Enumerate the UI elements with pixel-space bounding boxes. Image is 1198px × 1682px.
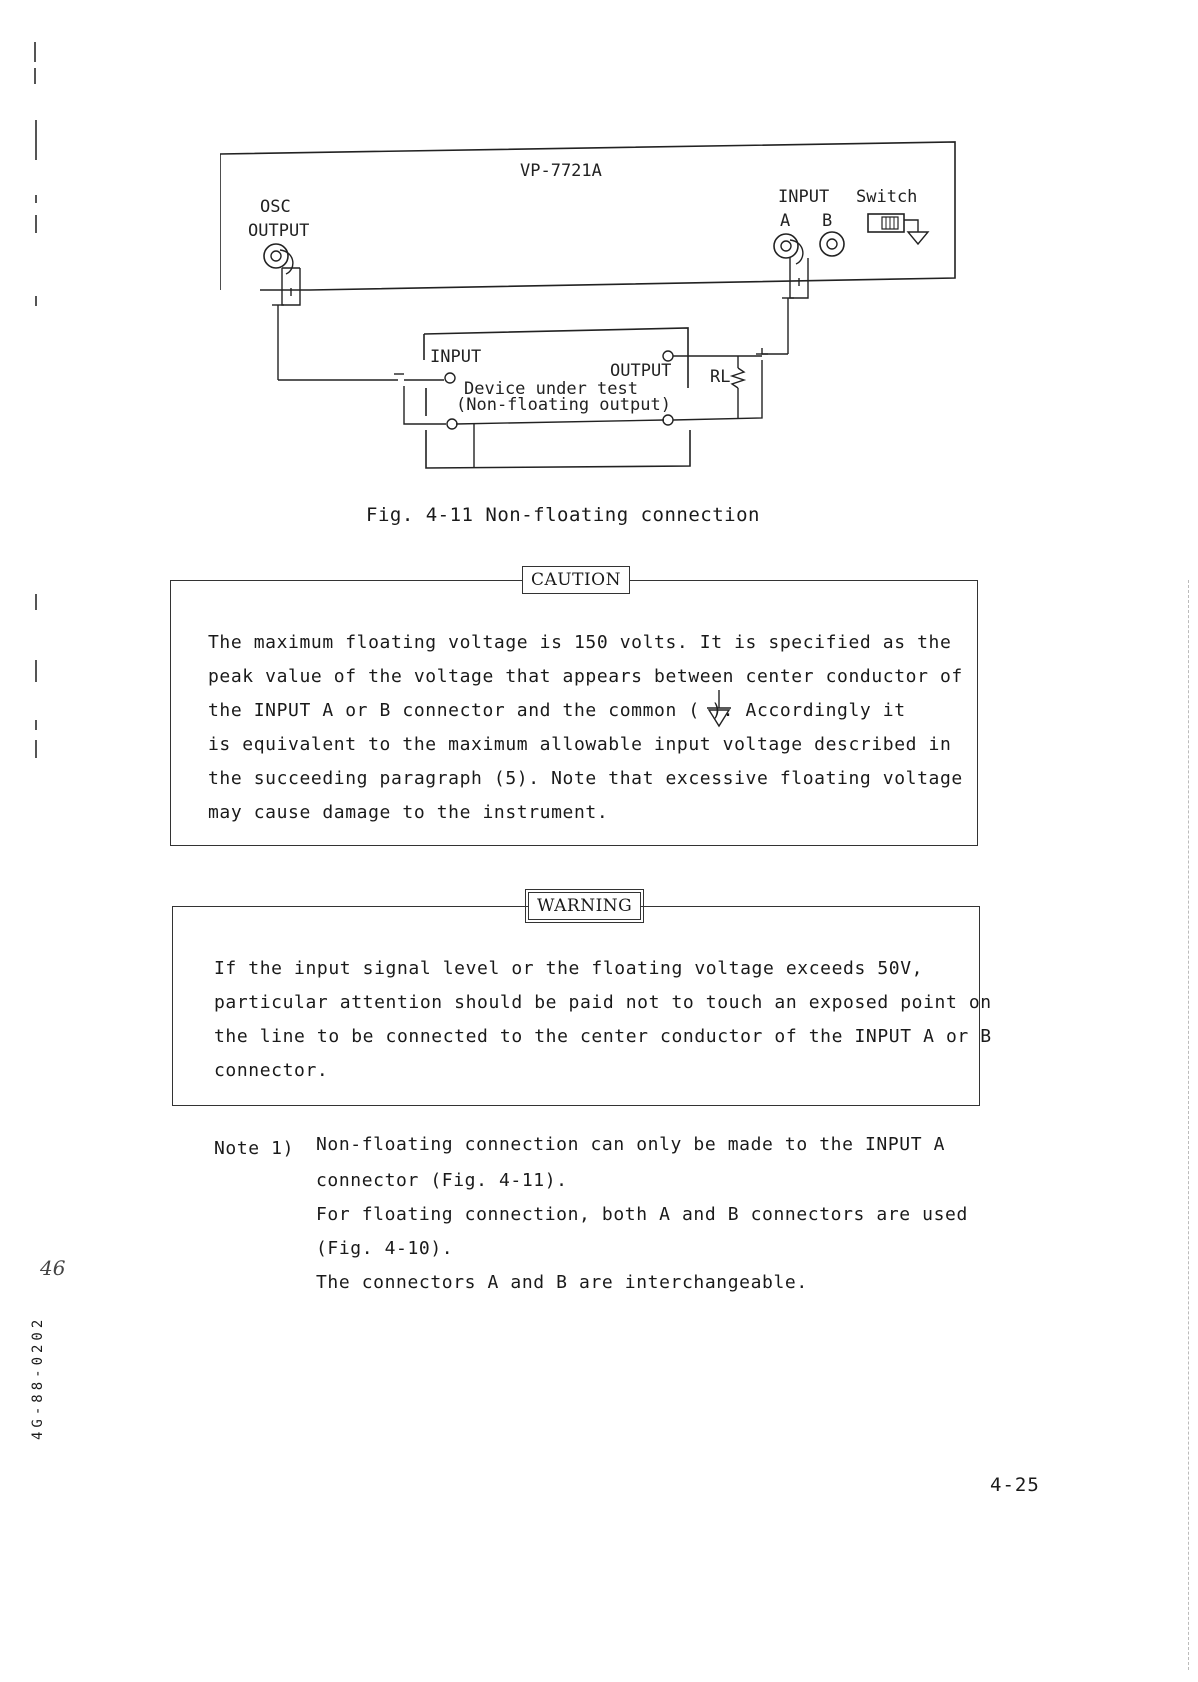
caution-line: peak value of the voltage that appears between center conductor of	[208, 666, 963, 687]
margin-mark	[35, 660, 37, 682]
margin-mark	[35, 594, 37, 610]
input-b-connector-icon	[820, 232, 844, 256]
caution-line: the succeeding paragraph (5). Note that excessive floating voltage	[208, 768, 963, 789]
dut-name: Device under test	[464, 379, 638, 399]
page-edge	[1188, 580, 1190, 1670]
margin-mark	[35, 215, 37, 233]
margin-mark	[35, 720, 37, 730]
page-number: 4-25	[990, 1474, 1040, 1496]
margin-mark	[35, 195, 37, 203]
load-label: RL	[710, 367, 731, 387]
dut-subtitle: (Non-floating output)	[456, 395, 671, 415]
ground-symbol-icon	[704, 688, 734, 730]
warning-tag: WARNING	[528, 892, 641, 920]
note-line: connector (Fig. 4-11).	[316, 1170, 568, 1191]
margin-mark	[35, 296, 37, 306]
margin-mark	[34, 68, 36, 84]
note-line: (Fig. 4-10).	[316, 1238, 454, 1259]
connection-diagram	[220, 140, 990, 480]
note-line: Non-floating connection can only be made to the INPUT A	[316, 1134, 946, 1155]
note-line: The connectors A and B are interchangeable.	[316, 1272, 808, 1293]
margin-mark	[34, 42, 36, 62]
osc-output-connector-icon	[264, 244, 300, 380]
margin-mark	[35, 120, 37, 160]
handwritten-mark: 46	[40, 1256, 66, 1280]
osc-label: OSC	[260, 197, 291, 217]
note-label: Note 1)	[214, 1138, 295, 1159]
dut-input-label: INPUT	[430, 347, 482, 367]
margin-mark	[35, 740, 37, 758]
figure-caption: Fig. 4-11 Non-floating connection	[366, 504, 760, 526]
input-label: INPUT	[778, 187, 830, 207]
warning-line: the line to be connected to the center conductor of the INPUT A or B	[214, 1026, 992, 1047]
instrument-label: VP-7721A	[520, 161, 602, 181]
side-code: 4G-88-0202	[30, 1315, 46, 1440]
warning-line: If the input signal level or the floating voltage exceeds 50V,	[214, 958, 924, 979]
caution-line: the INPUT A or B connector and the common ( ). Accordingly it	[208, 700, 906, 721]
float-switch-icon	[868, 214, 928, 244]
input-b-label: B	[822, 211, 833, 231]
osc-output-label: OUTPUT	[248, 221, 310, 241]
input-a-label: A	[780, 211, 791, 231]
caution-line: is equivalent to the maximum allowable input voltage described in	[208, 734, 952, 755]
input-a-connector-icon	[774, 234, 808, 354]
warning-line: particular attention should be paid not to touch an exposed point on	[214, 992, 992, 1013]
warning-line: connector.	[214, 1060, 329, 1081]
switch-label: Switch	[856, 187, 918, 207]
dut-output-label: OUTPUT	[610, 361, 672, 381]
caution-line: The maximum floating voltage is 150 volts. It is specified as the	[208, 632, 952, 653]
caution-tag: CAUTION	[522, 566, 630, 594]
load-resistor-icon	[732, 356, 744, 419]
caution-line: may cause damage to the instrument.	[208, 802, 609, 823]
note-line: For floating connection, both A and B connectors are used	[316, 1204, 968, 1225]
